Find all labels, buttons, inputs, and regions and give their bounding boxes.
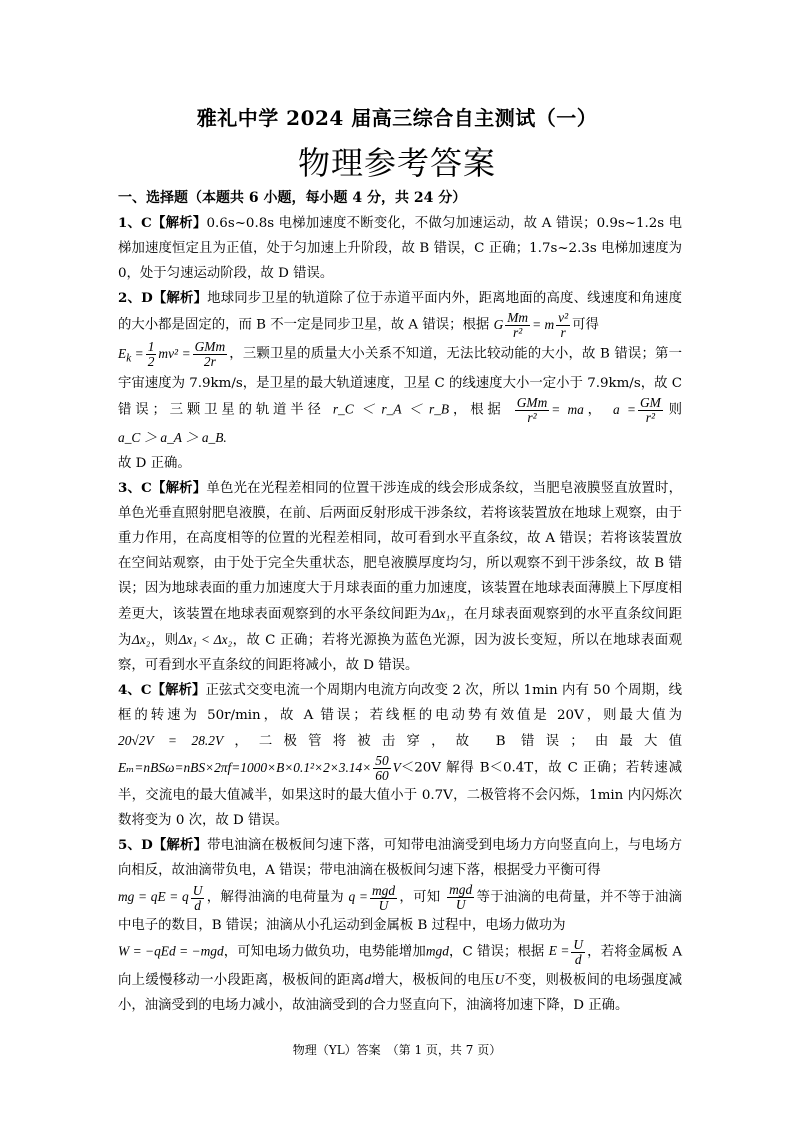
q2-accel-order: a_C ＞ a_A ＞ a_B. bbox=[118, 430, 227, 446]
q5-q-formula bbox=[348, 882, 399, 913]
q2-gmm-den: 2r bbox=[203, 354, 216, 369]
exam-title: 雅礼中学 2024 届高三综合自主测试（一） bbox=[196, 106, 598, 130]
q1-text: 0.6s~0.8s 电梯加速度不断变化，不做匀加速运动，故 A 错误；0.9s~1.2s 电梯加速度恒定且为正值，处于匀加速上升阶段，故 B 错误，C 正确；1.7s~2.3s 电梯加速度为 0，处于匀速运动阶段，故 D 错误。 bbox=[118, 216, 682, 281]
q2-text-1: 地球同步卫星的轨道除了位于赤道平面内外，距离地面的高度、线速度和角速度的大小都是固定的，而 B 不一定是同步卫星，故 A 错误；根据 bbox=[118, 291, 682, 333]
q5-u-var: U bbox=[494, 971, 505, 987]
q4-em-formula bbox=[118, 753, 401, 784]
q5-frac-u-d bbox=[191, 884, 205, 913]
answer-q4 bbox=[118, 678, 682, 833]
q2-frac-half bbox=[146, 340, 157, 369]
q2-formula-a bbox=[613, 395, 665, 426]
q5-text-3: ，可知 bbox=[399, 890, 441, 906]
answer-body bbox=[118, 186, 682, 1018]
q5-frac-e bbox=[571, 938, 585, 967]
q2-ek-symbol: E bbox=[118, 345, 127, 361]
q3-dx1: Δx₁ bbox=[431, 606, 451, 622]
q2-text-6: 则 bbox=[664, 402, 682, 418]
q2-formula-ek bbox=[118, 339, 229, 369]
q2-f2-post: = ma bbox=[551, 401, 584, 417]
q5-mgd2-den: U bbox=[455, 897, 466, 913]
answer-q5 bbox=[118, 833, 682, 1017]
q4-em-unit: V bbox=[392, 759, 401, 775]
q4-em-den: 60 bbox=[375, 768, 389, 784]
q5-e-den: d bbox=[574, 951, 582, 967]
q2-frac-mm-num: Mm bbox=[507, 310, 529, 325]
q5-mgd-num: mgd bbox=[371, 882, 396, 898]
q3-text-4: ，故 C 正确；若将光源换为蓝色光源，因为波长变短，所以在地球表面观察，可看到水平直条纹的间距将减小，故 D 错误。 bbox=[118, 633, 683, 674]
q2-half-den: 2 bbox=[147, 354, 155, 369]
q5-e-formula bbox=[548, 936, 587, 967]
q2-frac-mm bbox=[505, 311, 530, 340]
answer-q3 bbox=[118, 476, 682, 678]
q3-label: 3、C【解析】 bbox=[118, 480, 207, 497]
q5-work-formula: W = −qEd = −mgd bbox=[118, 943, 224, 959]
q2-text-2: 可得 bbox=[572, 317, 599, 333]
answer-q2 bbox=[118, 286, 682, 476]
q3-text-3: ，则 bbox=[150, 633, 179, 649]
q4-em-num: 50 bbox=[375, 753, 389, 769]
q5-mgd2-num: mgd bbox=[449, 882, 473, 898]
q5-mgd-inline: mgd bbox=[425, 943, 449, 959]
page-title: 物理参考答案 bbox=[297, 144, 496, 182]
q5-text-9: 不变，则极板间的电场强度减小，油滴受到的电场力减小，故油滴受到的合力竖直向下，油滴将加速下降，D 正确。 bbox=[118, 972, 683, 1013]
q2-text-5: ， bbox=[583, 402, 605, 418]
q2-gmm-num: GMm bbox=[194, 339, 226, 354]
q2-frac-mm-den: r² bbox=[513, 325, 523, 340]
q2-half-num: 1 bbox=[147, 339, 155, 354]
q2-text-7: 故 D 正确。 bbox=[118, 456, 191, 472]
q2-f3-num: GM bbox=[639, 395, 661, 411]
q5-frac-mgd-u bbox=[370, 884, 397, 913]
q2-f2-num: GMm bbox=[516, 395, 548, 411]
q5-u-den: d bbox=[194, 897, 201, 913]
q5-label: 5、D【解析】 bbox=[118, 837, 208, 854]
section-heading: 一、选择题（本题共 6 小题，每小题 4 分，共 24 分） bbox=[118, 190, 467, 206]
q2-frac-v2 bbox=[556, 311, 570, 340]
q1-label: 1、C【解析】 bbox=[118, 215, 207, 231]
q4-text-1: 正弦式交变电流一个周期内电流方向改变 2 次，所以 1min 内有 50 个周期，线框的转速为 50r/min，故 A 错误；若线框的电动势有效值是 20V，则最大值为 bbox=[118, 683, 682, 724]
q4-frac-50-60 bbox=[373, 754, 390, 783]
q5-text-7: ，若将金属板 A 向上缓慢移动一小段距离，极板间的距离 bbox=[118, 944, 682, 988]
q5-text-6: ，C 错误；根据 bbox=[448, 944, 545, 960]
page-footer: 物理（YL）答案 （第 1 页，共 7 页） bbox=[292, 1043, 502, 1057]
q2-text-3: ，三颗卫星的质量大小关系不知道，无法比较动能的大小，故 B 错误；第一宇宙速度为 7.9km/s，是卫星的最大轨道速度，卫星 C 的线速度大小一定小于 7.9km/s，故 C 错误；三颗卫星的轨道半径 bbox=[118, 346, 682, 418]
q4-em-expr: Eₘ=nBSω=nBS×2πf=1000×B×0.1²×2×3.14× bbox=[118, 759, 372, 775]
q5-text-1: 带电油滴在极板间匀速下落，可知带电油滴受到电场力方向竖直向上，与电场方向相反，故油滴带负电，A 错误；带电油滴在极板间匀速下落，根据受力平衡可得 bbox=[118, 838, 682, 879]
q5-q-expr: q = bbox=[348, 889, 368, 905]
q4-label: 4、C【解析】 bbox=[118, 682, 206, 699]
q2-ek-sub: k bbox=[126, 352, 132, 365]
q2-label: 2、D【解析】 bbox=[118, 290, 208, 306]
q2-formula-ma bbox=[513, 395, 584, 426]
q3-inequality: Δx₁ < Δx₂ bbox=[178, 632, 233, 648]
answer-q1 bbox=[118, 211, 682, 286]
q5-mg-formula bbox=[118, 882, 206, 913]
q5-frac-mgd-u-2 bbox=[447, 883, 474, 912]
q2-ek-eq: = bbox=[134, 345, 144, 361]
q2-f1b-pre: = m bbox=[532, 316, 555, 332]
q3-text-1: 单色光在光程差相同的位置干涉连成的线会形成条纹，当肥皂液膜竖直放置时，单色光垂直照射肥皂液膜，在前、后两面反射形成干涉条纹，若将该装置放在地球上观察，由于重力作用，在高度相等的位置的光程差相同，故可看到水平直条纹，故 A 错误；若将该装置放在空间站观察，由于处于完全失重状态，肥皂液膜厚度均匀，所以观察不到干涉条纹，故 B 错误；因为地球表面的重力加速度大于月球表面的重力加速度，该装置在地球表面薄膜上下厚度相差更大，该装置在地球表面观察到的水平条纹间距为 bbox=[118, 481, 683, 623]
q5-text-8: 增大，极板间的电压 bbox=[371, 972, 495, 988]
q5-text-4: 等于油滴的电荷量，并不等于油滴中电子的数目，B 错误；油滴从小孔运动到金属板 B 过程中，电场力做功为 bbox=[118, 890, 683, 933]
q5-u-num: U bbox=[192, 882, 203, 898]
q5-e-num: U bbox=[573, 936, 584, 952]
q5-text-5: ，可知电场力做负功，电势能增加 bbox=[223, 944, 426, 960]
q2-mv2: mv² = bbox=[158, 345, 191, 361]
q2-frac-gm bbox=[638, 396, 663, 425]
q4-text-3: ＜20V 解得 B＜0.4T，故 C 正确；若转速减半，交流电的最大值减半，如果这时的最大值小于 0.7V，二极管将不会闪烁，1min 内闪烁次数将变为 0 次，故 D 错误。 bbox=[118, 760, 682, 829]
q3-dx2: Δx₂ bbox=[131, 632, 151, 648]
q3-text-2: ，在月球表面观察到的水平直条纹间距为 bbox=[118, 607, 683, 649]
q2-formula-gravity bbox=[493, 310, 573, 340]
q2-f3-den: r² bbox=[645, 410, 655, 426]
q5-mg-expr: mg = qE = q bbox=[118, 889, 189, 905]
q5-mgd-den: U bbox=[378, 897, 389, 913]
q5-d-var: d bbox=[364, 971, 372, 987]
q4-text-2: ，二极管将被击穿，故 B 错误；由最大值 bbox=[223, 734, 682, 750]
q5-text-2: ，解得油滴的电荷量为 bbox=[206, 890, 344, 906]
q2-text-4: ，根据 bbox=[449, 402, 505, 418]
q2-radius-order: r_C ＜ r_A ＜ r_B bbox=[332, 401, 450, 417]
q2-frac-gmm bbox=[193, 340, 228, 369]
q2-f3-pre: a = bbox=[613, 401, 636, 417]
q2-frac-gmm2 bbox=[515, 396, 550, 425]
q2-frac-v2-num: v² bbox=[558, 310, 569, 325]
q4-vmax: 20√2V = 28.2V bbox=[118, 733, 224, 749]
q2-f2-den: r² bbox=[527, 410, 537, 426]
q2-frac-v2-den: r bbox=[560, 325, 566, 340]
q2-f1a-pre: G bbox=[493, 316, 504, 332]
q5-e-expr: E = bbox=[548, 943, 570, 959]
